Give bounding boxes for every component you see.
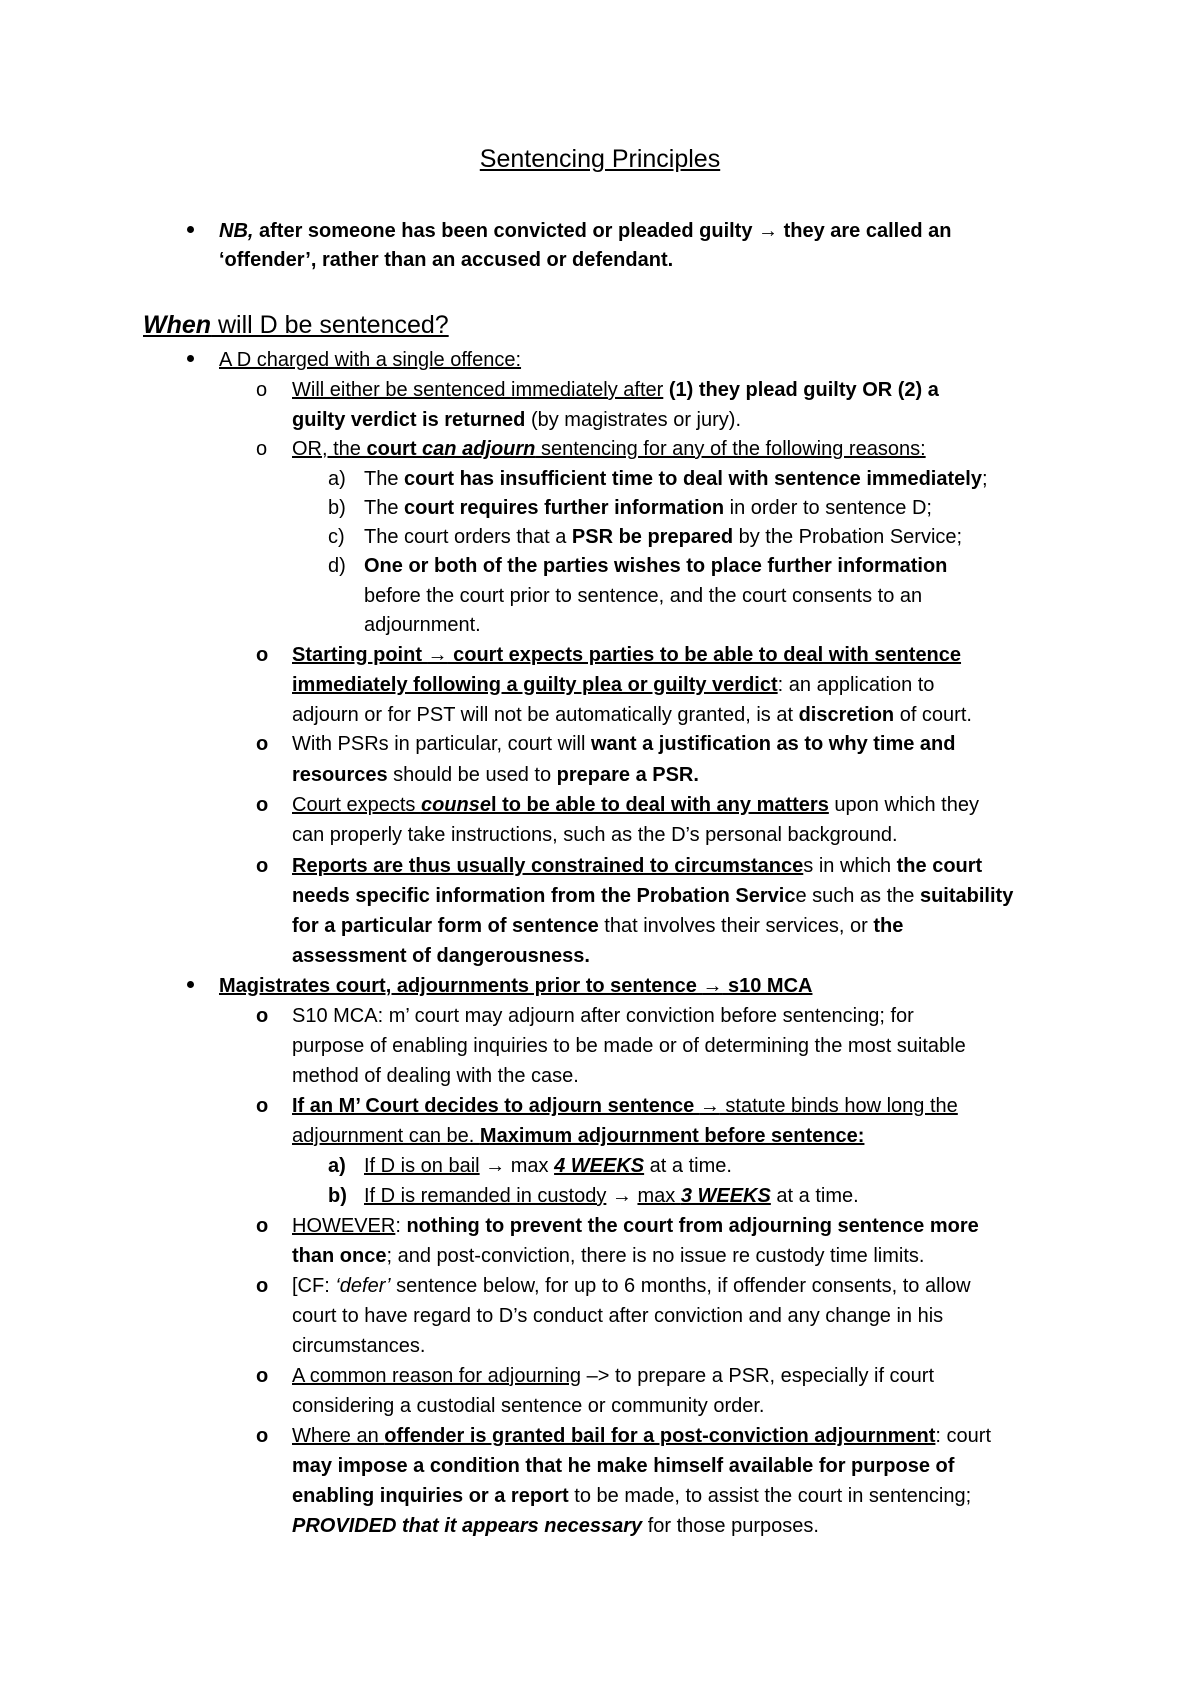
text-run: court expects parties to be able to deal with sentence: [447, 644, 962, 666]
text-run: for a particular form of sentence: [292, 915, 599, 937]
reason-d-line-2: before the court prior to sentence, and the court consents to an: [364, 585, 923, 607]
text-run: for those purposes.: [642, 1515, 819, 1537]
text-run: that involves their services, or: [598, 915, 874, 937]
text-run: resources: [292, 764, 388, 786]
text-run: PSR be prepared: [571, 526, 734, 548]
text-run: the court: [896, 855, 983, 877]
text-run: e such as the: [795, 885, 920, 907]
bullet-icon: [187, 355, 194, 362]
text-run: Magistrates court, adjournments prior to sentence: [219, 975, 703, 997]
text-run: (1) they plead guilty OR (2) a: [663, 379, 939, 401]
circle-bullet-icon: o: [256, 794, 269, 816]
reason-label-d: d): [328, 555, 346, 577]
circle-bullet-icon: o: [256, 1425, 269, 1447]
single-item-3-line-1: [292, 645, 961, 665]
text-run: to be made, to assist the court in sentencing;: [568, 1485, 972, 1507]
reason-a: [364, 469, 988, 489]
circle-bullet-icon: o: [256, 644, 269, 666]
mag-item-2-line-1: [292, 1096, 958, 1116]
text-run: ‘defer’: [335, 1275, 391, 1297]
text-run: at a time.: [770, 1185, 859, 1207]
text-run: : an application to: [777, 674, 935, 696]
text-run: If an M’ Court decides to adjourn sentence: [292, 1095, 700, 1117]
text-run: want a justification as to why time and: [590, 733, 956, 755]
circle-bullet-icon: o: [256, 1095, 269, 1117]
limit-b: [364, 1186, 859, 1206]
single-item-2: [292, 439, 926, 459]
text-run: : court: [935, 1425, 991, 1447]
intro-nb: NB,: [219, 220, 254, 242]
mag-item-1-line-3: method of dealing with the case.: [292, 1065, 579, 1087]
arrow-icon: →: [606, 1185, 638, 1207]
reason-d-line-3: adjournment.: [364, 614, 481, 636]
text-run: l to be able to deal with any matters: [490, 794, 829, 816]
text-run: :: [395, 1215, 407, 1237]
text-run: sentencing for any of the following reasons:: [535, 438, 926, 460]
text-run: statute binds how long the: [719, 1095, 958, 1117]
single-offence-label: A D charged with a single offence:: [219, 349, 522, 371]
text-run: Reports are thus usually constrained to circumstance: [292, 855, 804, 877]
mag-item-4-line-3: circumstances.: [292, 1335, 426, 1357]
text-run: (by magistrates or jury).: [525, 409, 741, 431]
text-run: prepare a PSR.: [556, 764, 699, 786]
text-run: 4 WEEKS: [554, 1155, 645, 1177]
circle-bullet-icon: o: [256, 1005, 269, 1027]
section-heading: [143, 313, 449, 338]
mag-item-6-line-3: [292, 1486, 971, 1506]
limit-a: [364, 1156, 732, 1176]
reason-label-b: b): [328, 497, 346, 519]
mag-item-4-line-2: court to have regard to D’s conduct after conviction and any change in his: [292, 1305, 944, 1327]
text-run: With PSRs in particular, court will: [292, 733, 591, 755]
single-item-6-line-3: [292, 916, 903, 936]
mag-item-4-line-1: [292, 1276, 971, 1296]
single-item-3-line-2: [292, 675, 934, 695]
circle-bullet-icon: o: [256, 1365, 269, 1387]
mag-item-5-line-1: [292, 1366, 934, 1386]
text-run: PROVIDED that it appears necessary: [292, 1515, 643, 1537]
text-run: If D is on bail: [364, 1155, 480, 1177]
mag-item-3-line-1: [292, 1216, 979, 1236]
mag-item-1-line-2: purpose of enabling inquiries to be made or of determining the most suitable: [292, 1035, 966, 1057]
text-run: enabling inquiries or a report: [292, 1485, 569, 1507]
text-run: needs specific information from the Probation Servic: [292, 885, 796, 907]
text-run: max: [510, 1155, 555, 1177]
reason-d-line-1: One or both of the parties wishes to place further information: [364, 555, 948, 577]
magistrates-label: [219, 976, 812, 996]
single-item-5-line-1: [292, 795, 979, 815]
limit-label-b: b): [328, 1185, 347, 1207]
text-run: can adjourn: [422, 438, 536, 460]
arrow-icon: →: [702, 975, 723, 997]
intro-line-1: [219, 221, 951, 241]
text-run: The: [364, 468, 405, 490]
text-run: Starting point: [292, 644, 428, 666]
text-run: max: [637, 1185, 681, 1207]
text-run: in order to sentence D;: [724, 497, 932, 519]
single-item-1-line-1: [292, 380, 939, 400]
single-item-1-line-2: [292, 410, 741, 430]
text-run: Where an: [292, 1425, 385, 1447]
text-run: ;: [981, 468, 988, 490]
text-run: nothing to prevent the court from adjourning sentence more: [406, 1215, 979, 1237]
single-item-6-line-4: assessment of dangerousness.: [292, 945, 590, 967]
text-run: of court.: [894, 704, 972, 726]
text-run: by the Probation Service;: [733, 526, 963, 548]
text-run: discretion: [798, 704, 895, 726]
intro-line-2: ‘offender’, rather than an accused or defendant.: [219, 249, 674, 271]
mag-item-6-line-4: [292, 1516, 819, 1536]
mag-item-1-line-1: S10 MCA: m’ court may adjourn after conviction before sentencing; for: [292, 1005, 914, 1027]
single-item-5-line-2: can properly take instructions, such as the D’s personal background.: [292, 824, 898, 846]
intro-text-2: they are called an: [778, 220, 952, 242]
mag-item-6-line-2: may impose a condition that he make himself available for purpose of: [292, 1455, 955, 1477]
single-item-6-line-2: [292, 886, 1013, 906]
text-run: OR, the: [292, 438, 367, 460]
text-run: the: [873, 915, 904, 937]
single-item-4-line-2: [292, 765, 699, 785]
mag-item-3-line-2: [292, 1246, 924, 1266]
document-title: Sentencing Principles: [479, 145, 721, 173]
text-run: Maximum adjournment before sentence:: [479, 1125, 865, 1147]
text-run: A common reason for adjourning: [292, 1365, 582, 1387]
text-run: s in which: [803, 855, 897, 877]
mag-item-6-line-1: [292, 1426, 991, 1446]
text-run: ; and post-conviction, there is no issue re custody time limits.: [386, 1245, 925, 1267]
arrow-icon: →: [479, 1155, 511, 1177]
heading-when: When: [143, 311, 212, 339]
single-item-3-line-3: [292, 705, 972, 725]
single-item-6-line-1: [292, 856, 982, 876]
text-run: court has insufficient time to deal with sentence immediately: [404, 468, 982, 490]
text-run: suitability: [919, 885, 1014, 907]
text-run: offender is granted bail for a post-conviction adjournment: [384, 1425, 936, 1447]
text-run: s10 MCA: [722, 975, 813, 997]
circle-bullet-icon: o: [256, 1275, 269, 1297]
circle-bullet-icon: o: [256, 379, 268, 401]
arrow-icon: →: [427, 644, 448, 666]
text-run: upon which they: [828, 794, 979, 816]
text-run: counse: [420, 794, 491, 816]
text-run: at a time.: [644, 1155, 732, 1177]
reason-label-c: c): [328, 526, 345, 548]
text-run: 3 WEEKS: [680, 1185, 771, 1207]
intro-text: after someone has been convicted or pleaded guilty: [253, 220, 759, 242]
text-run: Will either be sentenced immediately after: [292, 379, 664, 401]
single-item-4-line-1: [292, 734, 956, 754]
text-run: Court expects: [292, 794, 421, 816]
arrow-icon: →: [758, 220, 779, 242]
text-run: [CF:: [292, 1275, 336, 1297]
text-run: The court orders that a: [364, 526, 572, 548]
reason-b: [364, 498, 932, 518]
circle-bullet-icon: o: [256, 733, 269, 755]
mag-item-2-line-2: [292, 1126, 864, 1146]
reason-c: [364, 527, 962, 547]
text-run: HOWEVER: [292, 1215, 396, 1237]
text-run: The: [364, 497, 405, 519]
mag-item-5-line-2: considering a custodial sentence or community order.: [292, 1395, 765, 1417]
bullet-icon: [187, 981, 194, 988]
text-run: adjourn or for PST will not be automatically granted, is at: [292, 704, 799, 726]
text-run: guilty verdict is returned: [292, 409, 526, 431]
bullet-icon: [187, 226, 194, 233]
text-run: sentence below, for up to 6 months, if offender consents, to allow: [390, 1275, 971, 1297]
text-run: adjournment can be.: [292, 1125, 480, 1147]
text-run: immediately following a guilty plea or guilty verdict: [292, 674, 778, 696]
text-run: court requires further information: [404, 497, 725, 519]
text-run: than once: [292, 1245, 387, 1267]
text-run: If D is remanded in custody: [364, 1185, 607, 1207]
circle-bullet-icon: o: [256, 1215, 269, 1237]
limit-label-a: a): [328, 1155, 346, 1177]
heading-rest: will D be sentenced?: [211, 311, 449, 339]
circle-bullet-icon: o: [256, 438, 268, 460]
arrow-icon: →: [699, 1095, 720, 1117]
circle-bullet-icon: o: [256, 855, 269, 877]
reason-label-a: a): [328, 468, 346, 490]
text-run: –> to prepare a PSR, especially if court: [581, 1365, 935, 1387]
text-run: should be used to: [387, 764, 557, 786]
text-run: court: [366, 438, 417, 460]
